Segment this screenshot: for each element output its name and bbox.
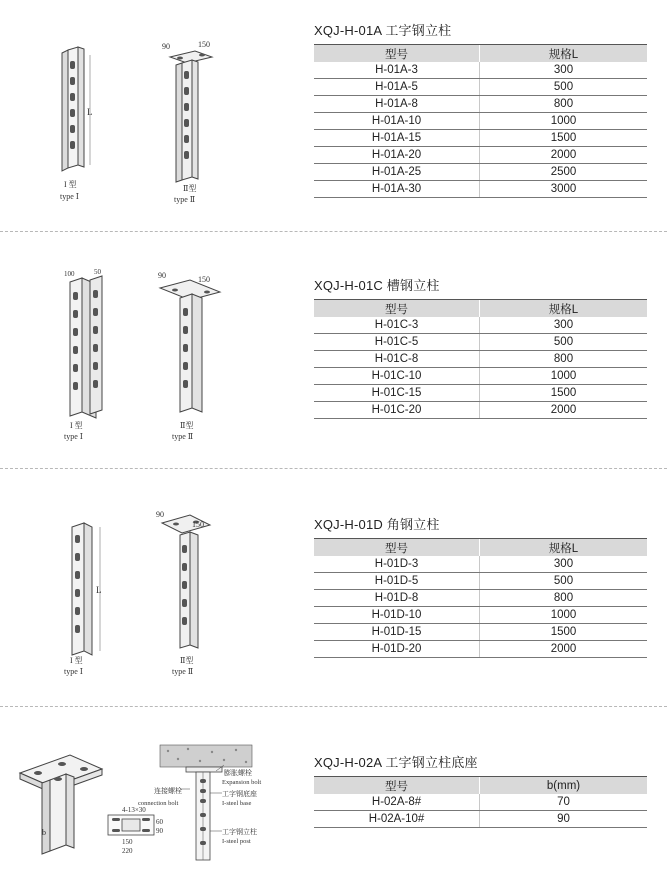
model-cell: H-01A-20	[314, 147, 480, 164]
spec-cell: 3000	[480, 181, 648, 198]
spec-cell: 800	[480, 96, 648, 113]
i-steel-post-en-label: I-steel post	[222, 838, 251, 845]
dim-90-label: 90	[156, 510, 164, 519]
header-spec: 规格L	[480, 300, 648, 318]
table-row	[314, 147, 647, 164]
figure-02a	[10, 735, 300, 865]
model-cell: H-01D-15	[314, 624, 480, 641]
model-cell: H-01A-5	[314, 79, 480, 96]
table-header-row	[314, 539, 647, 557]
table-row	[314, 794, 647, 811]
spec-cell: 300	[480, 317, 648, 334]
type1-en-label: type Ⅰ	[60, 192, 79, 201]
table-row	[314, 385, 647, 402]
spec-cell: 500	[480, 334, 648, 351]
figure-01c	[30, 262, 250, 442]
spec-cell: 2000	[480, 641, 648, 658]
model-cell: H-02A-10#	[314, 811, 480, 828]
section-title-01c: XQJ-H-01C 槽钢立柱	[314, 278, 440, 293]
table-row	[314, 130, 647, 147]
spec-table-01d	[314, 538, 647, 658]
spec-cell: 90	[480, 811, 648, 828]
table-row	[314, 811, 647, 828]
type2-en-label: type Ⅱ	[174, 195, 196, 204]
spec-cell: 300	[480, 62, 648, 79]
table-row	[314, 317, 647, 334]
table-row	[314, 556, 647, 573]
channel-post-type2-drawing	[160, 280, 220, 412]
spec-cell: 1000	[480, 368, 648, 385]
section-title-01a: XQJ-H-01A 工字钢立柱	[314, 23, 452, 38]
model-cell: H-01D-8	[314, 590, 480, 607]
header-model: 型号	[314, 777, 480, 795]
type1-en-label: type Ⅰ	[64, 432, 83, 441]
spec-cell: 70	[480, 794, 648, 811]
model-cell: H-01D-5	[314, 573, 480, 590]
header-b: b(mm)	[480, 777, 648, 795]
angle-post-type1-drawing	[72, 523, 92, 655]
dim-100-label: 100	[64, 270, 75, 278]
i-steel-post-cn-label: 工字钢立柱	[222, 828, 257, 836]
type1-en-label: type Ⅰ	[64, 667, 83, 676]
table-row	[314, 624, 647, 641]
slot-label: 4-13×30	[122, 806, 146, 814]
section-divider	[0, 706, 667, 707]
header-spec: 规格L	[480, 539, 648, 557]
dim-150-label: 150	[198, 275, 210, 284]
i-steel-base-en-label: I-steel base	[222, 800, 252, 807]
table-row	[314, 368, 647, 385]
type2-cn-label: Ⅱ型	[180, 421, 194, 430]
section-divider	[0, 468, 667, 469]
header-model: 型号	[314, 539, 480, 557]
dim-l-label: L	[87, 107, 93, 117]
post-base-3d-drawing	[20, 755, 102, 854]
table-row	[314, 402, 647, 419]
dim-b-label: b	[42, 828, 46, 837]
dim-150-label: 150	[122, 838, 133, 846]
model-cell: H-01D-3	[314, 556, 480, 573]
section-title-01d: XQJ-H-01D 角钢立柱	[314, 517, 440, 532]
table-row	[314, 573, 647, 590]
table-row	[314, 641, 647, 658]
expansion-bolt-cn-label: 膨胀螺栓	[224, 769, 252, 777]
dim-50-label: 50	[94, 268, 101, 276]
table-row	[314, 607, 647, 624]
connection-bolt-cn-label: 连接螺栓	[154, 787, 182, 795]
spec-cell: 1500	[480, 385, 648, 402]
model-cell: H-01A-30	[314, 181, 480, 198]
spec-cell: 500	[480, 79, 648, 96]
spec-table-01c	[314, 299, 647, 419]
header-spec: 规格L	[480, 45, 648, 63]
table-row	[314, 351, 647, 368]
figure-01d	[30, 505, 250, 685]
i-steel-base-cn-label: 工字钢底座	[222, 790, 257, 798]
type1-cn-label: I 型	[70, 421, 83, 430]
type2-cn-label: Ⅱ型	[183, 184, 197, 193]
dim-60-label: 60	[156, 818, 163, 826]
model-cell: H-02A-8#	[314, 794, 480, 811]
model-cell: H-01A-8	[314, 96, 480, 113]
model-cell: H-01A-10	[314, 113, 480, 130]
model-cell: H-01D-10	[314, 607, 480, 624]
model-cell: H-01A-3	[314, 62, 480, 79]
connection-bolt-en-label: connection bolt	[138, 800, 179, 807]
table-row	[314, 590, 647, 607]
header-model: 型号	[314, 300, 480, 318]
model-cell: H-01C-15	[314, 385, 480, 402]
table-row	[314, 164, 647, 181]
table-row	[314, 334, 647, 351]
section-divider	[0, 231, 667, 232]
model-cell: H-01A-15	[314, 130, 480, 147]
model-cell: H-01C-3	[314, 317, 480, 334]
table-row	[314, 79, 647, 96]
dim-90-label: 90	[156, 827, 163, 835]
table-header-row	[314, 45, 647, 63]
model-cell: H-01C-10	[314, 368, 480, 385]
dim-150-label: 150	[198, 40, 210, 49]
expansion-bolt-en-label: Expansion bolt	[222, 779, 262, 786]
table-header-row	[314, 777, 647, 795]
spec-cell: 300	[480, 556, 648, 573]
spec-cell: 1000	[480, 113, 648, 130]
type2-cn-label: Ⅱ型	[180, 656, 194, 665]
table-header-row	[314, 300, 647, 318]
model-cell: H-01C-20	[314, 402, 480, 419]
type2-en-label: type Ⅱ	[172, 667, 194, 676]
dim-90-label: 90	[158, 271, 166, 280]
model-cell: H-01D-20	[314, 641, 480, 658]
section-title-02a: XQJ-H-02A 工字钢立柱底座	[314, 755, 478, 770]
spec-cell: 2000	[480, 147, 648, 164]
table-row	[314, 62, 647, 79]
spec-cell: 500	[480, 573, 648, 590]
dim-150-label: 150	[192, 520, 204, 529]
model-cell: H-01C-8	[314, 351, 480, 368]
table-row	[314, 96, 647, 113]
model-cell: H-01C-5	[314, 334, 480, 351]
type1-cn-label: I 型	[70, 656, 83, 665]
header-model: 型号	[314, 45, 480, 63]
dim-90-label: 90	[162, 42, 170, 51]
spec-table-02a	[314, 776, 647, 828]
table-row	[314, 113, 647, 130]
spec-cell: 800	[480, 590, 648, 607]
spec-cell: 1000	[480, 607, 648, 624]
model-cell: H-01A-25	[314, 164, 480, 181]
i-beam-post-type2-drawing	[170, 51, 212, 182]
type2-en-label: type Ⅱ	[172, 432, 194, 441]
table-row	[314, 181, 647, 198]
dim-l-label: L	[96, 585, 102, 595]
spec-cell: 1500	[480, 624, 648, 641]
spec-cell: 2500	[480, 164, 648, 181]
dim-220-label: 220	[122, 847, 133, 855]
spec-cell: 800	[480, 351, 648, 368]
spec-cell: 1500	[480, 130, 648, 147]
spec-cell: 2000	[480, 402, 648, 419]
spec-table-01a	[314, 44, 647, 198]
figure-01a	[30, 35, 250, 210]
type1-cn-label: I 型	[64, 180, 77, 189]
